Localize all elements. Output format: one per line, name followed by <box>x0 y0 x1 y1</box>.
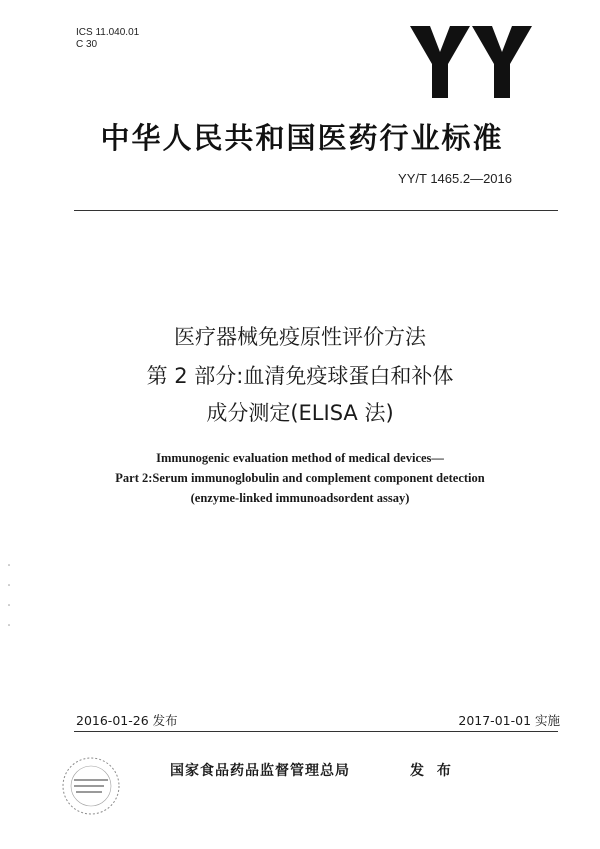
issue-date: 2016-01-26 发布 <box>76 713 178 728</box>
standard-number: YY/T 1465.2—2016 <box>398 171 512 186</box>
title-en-line1: Immunogenic evaluation method of medical devices— <box>156 451 444 465</box>
ccs-code: C 30 <box>76 39 98 50</box>
header-divider <box>74 210 558 211</box>
classification-codes <box>76 27 139 51</box>
yy-logo <box>410 26 532 98</box>
footer-divider <box>74 731 558 732</box>
organization-title: 中华人民共和国医药行业标准 <box>100 121 504 155</box>
title-en-line2: Part 2:Serum immunoglobulin and complement component detection <box>115 471 485 485</box>
title-cn-line2: 第 2 部分:血清免疫球蛋白和补体 <box>146 364 454 388</box>
implementation-date: 2017-01-01 实施 <box>458 713 560 728</box>
publish-label: 发 布 <box>410 763 455 779</box>
publisher: 国家食品药品监督管理总局 <box>170 763 350 779</box>
library-stamp <box>60 755 122 817</box>
title-cn-line1: 医疗器械免疫原性评价方法 <box>174 325 426 349</box>
title-cn-line3: 成分测定(ELISA 法) <box>206 401 394 425</box>
scan-artifact <box>6 560 12 630</box>
ics-code: ICS 11.040.01 <box>76 27 140 38</box>
title-en-line3: (enzyme-linked immunoadsordent assay) <box>190 491 410 505</box>
